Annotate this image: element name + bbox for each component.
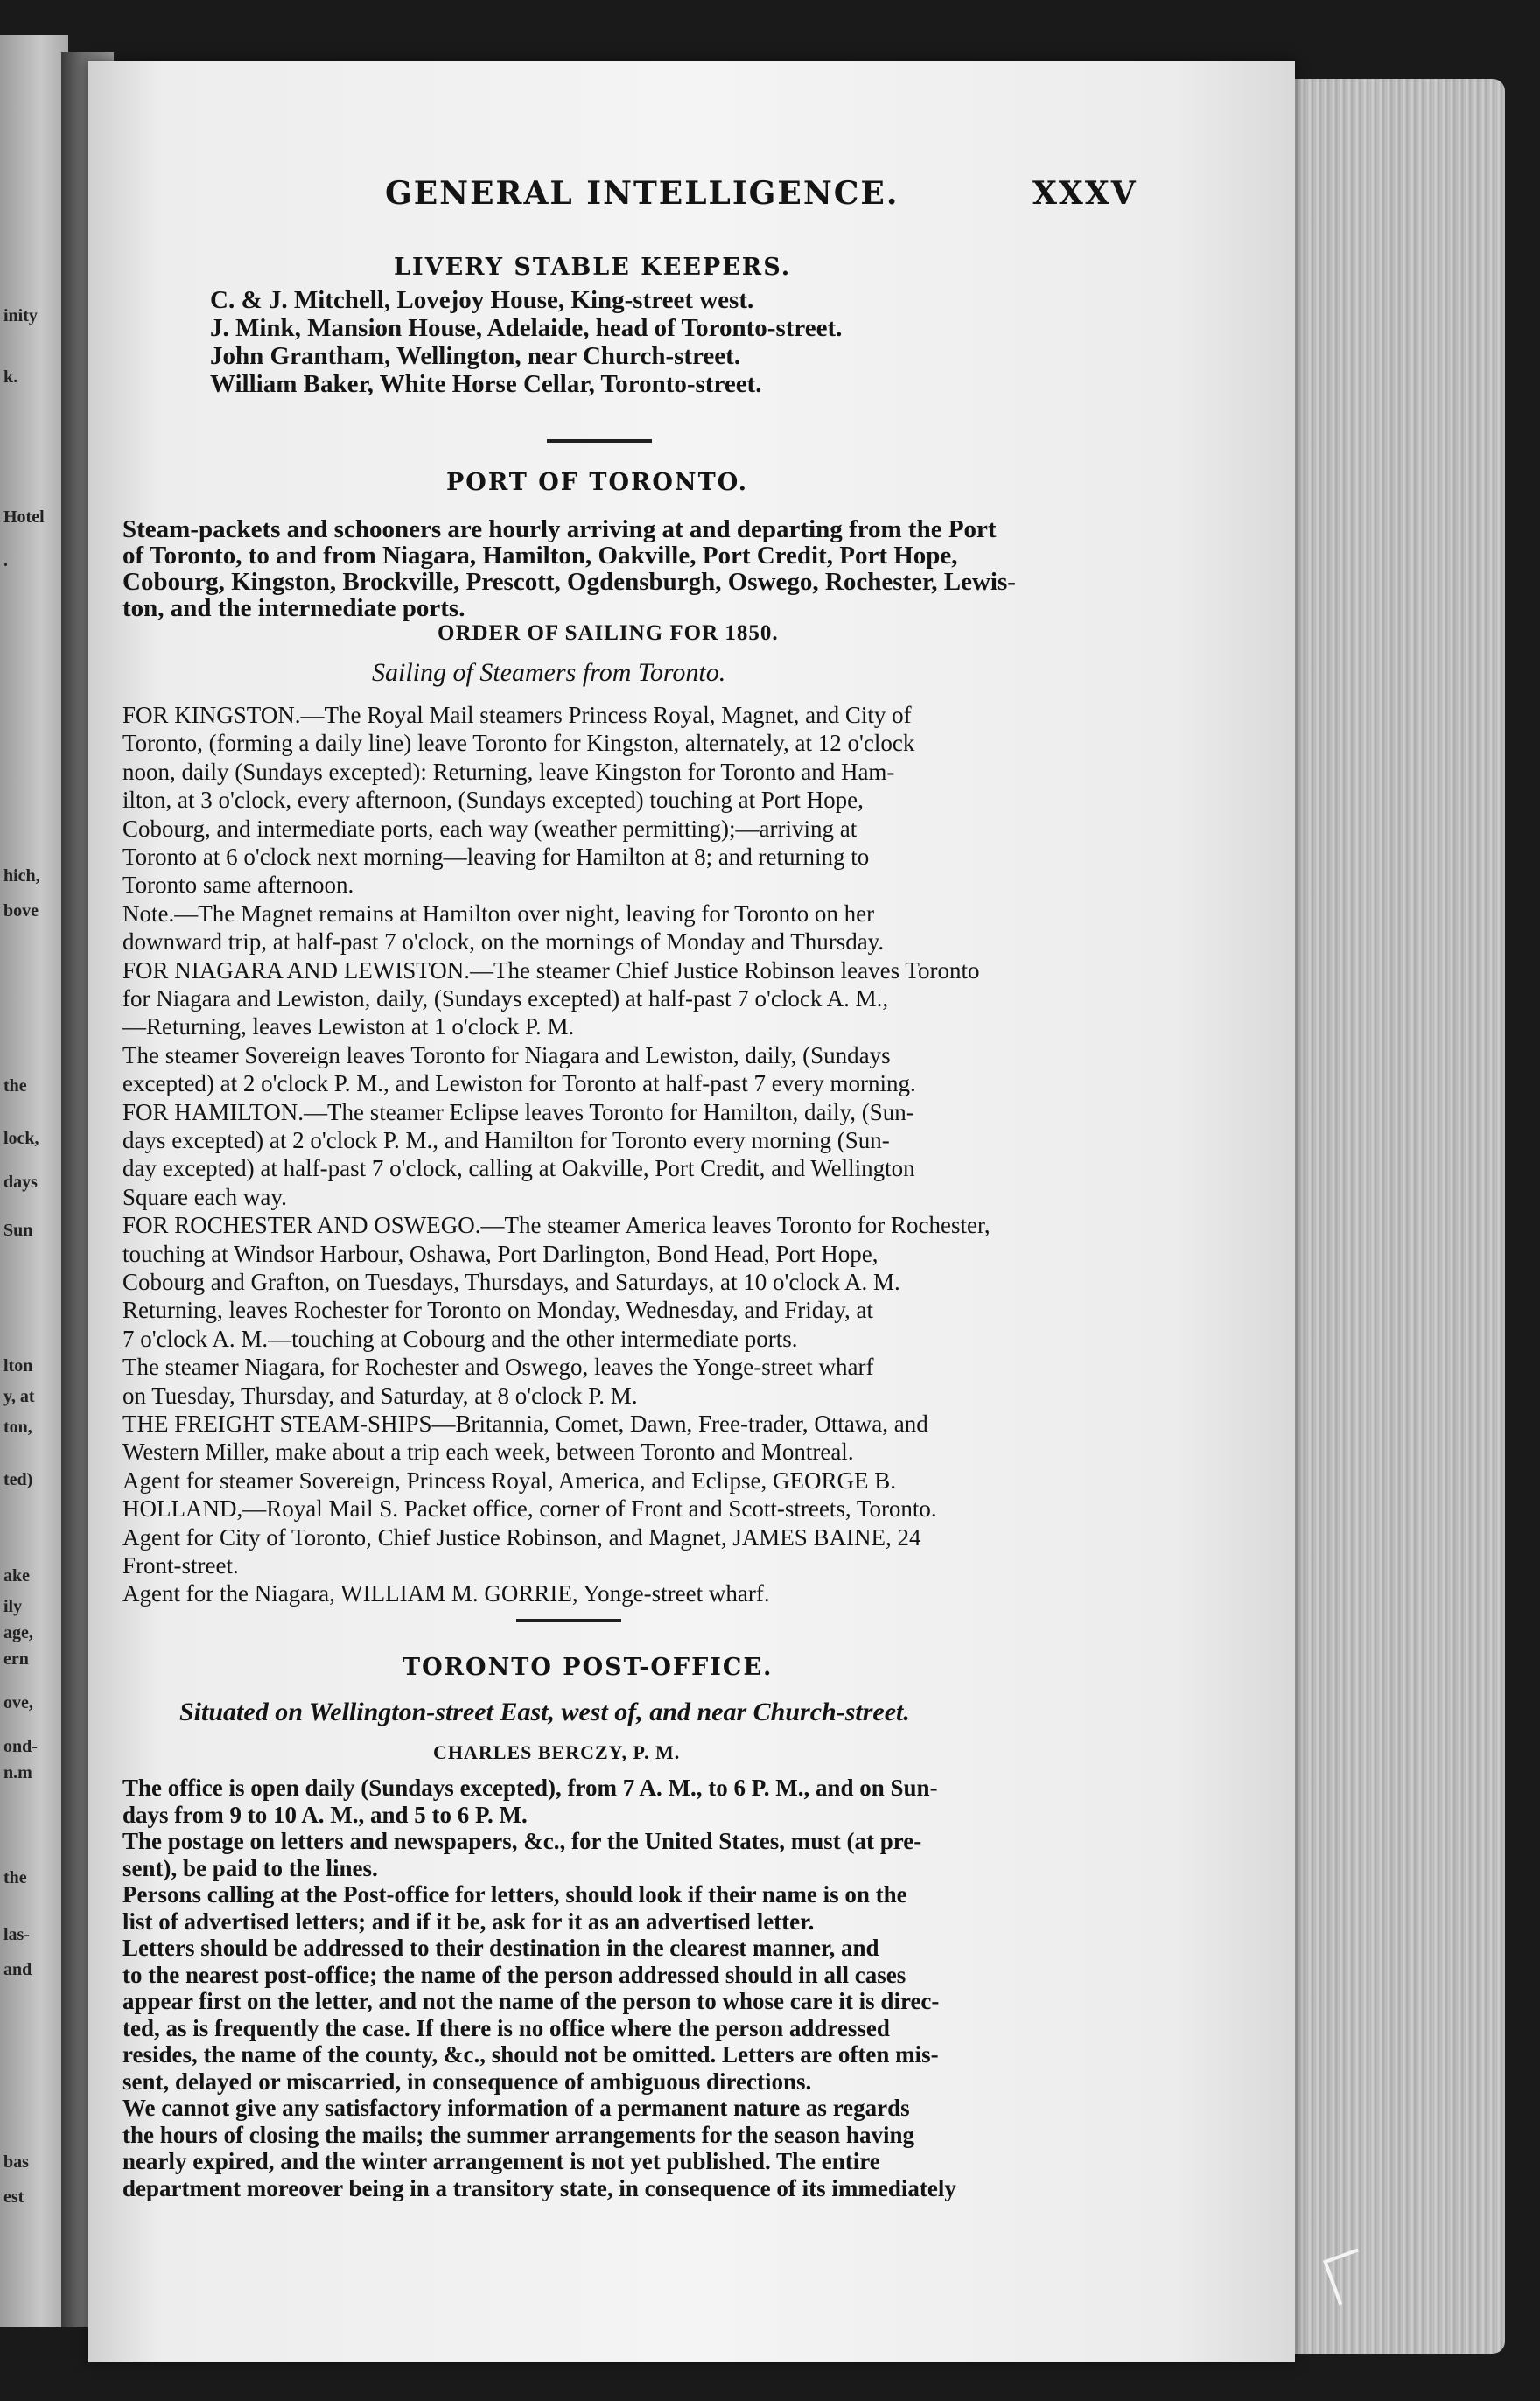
port-intro-line: ton, and the intermediate ports.	[122, 594, 466, 622]
port-body-line: Cobourg and Grafton, on Tuesdays, Thursdays, and Saturdays, at 10 o'clock A. M.	[122, 1269, 900, 1295]
port-body-line: Square each way.	[122, 1183, 287, 1210]
port-body-line: downward trip, at half-past 7 o'clock, on the mornings of Monday and Thursday.	[122, 928, 885, 956]
facing-page-fragment: age,	[4, 1623, 33, 1642]
port-body-line: ilton, at 3 o'clock, every afternoon, (Sundays excepted) touching at Port Hope,	[122, 787, 864, 814]
post-office-body-line: days from 9 to 10 A. M., and 5 to 6 P. M.	[122, 1801, 528, 1828]
port-body-line: days excepted) at 2 o'clock P. M., and Hamilton for Toronto every morning (Sun-	[122, 1127, 890, 1153]
post-office-body-line: the hours of closing the mails; the summer arrangements for the season having	[122, 2121, 914, 2148]
port-body-line: Note.—The Magnet remains at Hamilton over night, leaving for Toronto on her	[122, 900, 875, 927]
post-office-body-line: department moreover being in a transitory state, in consequence of its immediately	[122, 2174, 956, 2202]
facing-page-fragment: n.m	[4, 1763, 32, 1782]
port-body-line: Agent for the Niagara, WILLIAM M. GORRIE, Yonge-street wharf.	[122, 1580, 770, 1607]
port-body-line: excepted) at 2 o'clock P. M., and Lewiston for Toronto at half-past 7 every morning.	[122, 1070, 916, 1097]
postmaster: CHARLES BERCZY, P. M.	[433, 1741, 681, 1763]
port-body-line: FOR ROCHESTER AND OSWEGO.—The steamer America leaves Toronto for Rochester,	[122, 1212, 990, 1239]
post-office-body-line: to the nearest post-office; the name of the person addressed should in all cases	[122, 1961, 906, 1988]
facing-page-fragment: k.	[4, 368, 18, 387]
post-office-body-line: We cannot give any satisfactory information of a permanent nature as regards	[122, 2095, 910, 2121]
port-body-line: on Tuesday, Thursday, and Saturday, at 8 o'clock P. M.	[122, 1382, 638, 1409]
post-office-body-line: appear first on the letter, and not the name of the person to whose care it is direc-	[122, 1988, 940, 2014]
port-body-line: Toronto at 6 o'clock next morning—leaving for Hamilton at 8; and returning to	[122, 844, 870, 870]
facing-page-fragment: days	[4, 1172, 38, 1192]
livery-line: C. & J. Mitchell, Lovejoy House, King-street west.	[210, 286, 754, 314]
facing-page-fragment: hich,	[4, 866, 40, 886]
post-office-subheading: Situated on Wellington-street East, west of, and near Church-street.	[179, 1698, 910, 1726]
book-page	[88, 61, 1295, 2362]
port-body-line: Agent for steamer Sovereign, Princess Royal, America, and Eclipse, GEORGE B.	[122, 1466, 897, 1494]
facing-page-fragment: ove,	[4, 1693, 33, 1712]
port-body-line: 7 o'clock A. M.—touching at Cobourg and the other intermediate ports.	[122, 1325, 798, 1352]
port-body-line: FOR KINGSTON.—The Royal Mail steamers Princess Royal, Magnet, and City of	[122, 702, 912, 728]
port-intro-line: Steam-packets and schooners are hourly arriving at and departing from the Port	[122, 515, 997, 543]
post-office-body-line: sent, delayed or miscarried, in consequence of ambiguous directions.	[122, 2068, 812, 2095]
facing-page-fragment: and	[4, 1960, 32, 1979]
page-content	[88, 61, 1295, 2362]
post-office-body-line: sent), be paid to the lines.	[122, 1854, 378, 1881]
facing-page-fragment: ond-	[4, 1737, 38, 1756]
post-office-body-line: ted, as is frequently the case. If there is no office where the person addressed	[122, 2014, 890, 2041]
facing-page-fragment: ily	[4, 1597, 23, 1616]
running-head: GENERAL INTELLIGENCE.	[385, 175, 900, 212]
facing-page-fragment: ake	[4, 1566, 30, 1586]
facing-page-fragment: bove	[4, 901, 38, 920]
post-office-body-line: Persons calling at the Post-office for letters, should look if their name is on the	[122, 1881, 907, 1908]
port-body-line: FOR NIAGARA AND LEWISTON.—The steamer Chief Justice Robinson leaves Toronto	[122, 956, 980, 984]
post-office-heading: TORONTO POST-OFFICE.	[402, 1654, 774, 1681]
port-body-line: FOR HAMILTON.—The steamer Eclipse leaves Toronto for Hamilton, daily, (Sun-	[122, 1098, 914, 1125]
facing-page-fragment: ern	[4, 1649, 29, 1669]
livery-line: William Baker, White Horse Cellar, Toronto-street.	[210, 370, 762, 398]
page-number: XXXV	[1032, 175, 1138, 212]
facing-page-fragment: ted)	[4, 1470, 33, 1489]
post-office-body-line: Letters should be addressed to their destination in the clearest manner, and	[122, 1935, 879, 1961]
post-office-body-line: list of advertised letters; and if it be, ask for it as an advertised letter.	[122, 1908, 815, 1935]
port-body-line: touching at Windsor Harbour, Oshawa, Port Darlington, Bond Head, Port Hope,	[122, 1240, 878, 1267]
livery-line: J. Mink, Mansion House, Adelaide, head of Toronto-street.	[210, 314, 843, 342]
section-rule	[516, 1619, 621, 1622]
port-body-line: Front-street.	[122, 1552, 239, 1578]
port-body-line: day excepted) at half-past 7 o'clock, calling at Oakville, Port Credit, and Wellington	[122, 1155, 915, 1182]
facing-page-fragment: the	[4, 1076, 27, 1096]
port-body-line: The steamer Niagara, for Rochester and Oswego, leaves the Yonge-street wharf	[122, 1354, 874, 1381]
port-body-line: Toronto, (forming a daily line) leave Toronto for Kingston, alternately, at 12 o'clock	[122, 730, 915, 757]
post-office-body-line: The office is open daily (Sundays excepted), from 7 A. M., to 6 P. M., and on Sun-	[122, 1774, 938, 1801]
facing-page-fragment: Hotel	[4, 508, 45, 527]
section-rule	[547, 439, 652, 443]
order-of-sailing-heading: ORDER OF SAILING FOR 1850.	[438, 621, 779, 645]
livery-line: John Grantham, Wellington, near Church-street.	[210, 342, 741, 370]
port-body-line: —Returning, leaves Lewiston at 1 o'clock P. M.	[122, 1013, 575, 1040]
facing-page-fragment: est	[4, 2188, 24, 2207]
port-body-line: THE FREIGHT STEAM-SHIPS—Britannia, Comet, Dawn, Free-trader, Ottawa, and	[122, 1410, 928, 1437]
sailing-subheading: Sailing of Steamers from Toronto.	[372, 658, 726, 687]
port-body-line: The steamer Sovereign leaves Toronto for Niagara and Lewiston, daily, (Sundays	[122, 1041, 891, 1068]
facing-page-fragment: bas	[4, 2152, 29, 2172]
facing-page-edge	[0, 35, 68, 2328]
page-block-edge	[1260, 79, 1505, 2354]
facing-page-fragment: las-	[4, 1925, 30, 1944]
port-body-line: Returning, leaves Rochester for Toronto on Monday, Wednesday, and Friday, at	[122, 1297, 873, 1324]
port-body-line: Agent for City of Toronto, Chief Justice Robinson, and Magnet, JAMES BAINE, 24	[122, 1523, 921, 1550]
post-office-body-line: resides, the name of the county, &c., should not be omitted. Letters are often mis-	[122, 2041, 939, 2068]
port-body-line: HOLLAND,—Royal Mail S. Packet office, corner of Front and Scott-streets, Toronto.	[122, 1495, 937, 1522]
livery-heading: LIVERY STABLE KEEPERS.	[394, 254, 792, 281]
port-intro-line: Cobourg, Kingston, Brockville, Prescott, Ogdensburgh, Oswego, Rochester, Lewis-	[122, 568, 1016, 596]
port-heading: PORT OF TORONTO.	[446, 469, 749, 496]
facing-page-fragment: inity	[4, 306, 38, 326]
post-office-body-line: The postage on letters and newspapers, &c., for the United States, must (at pre-	[122, 1828, 922, 1854]
post-office-body-line: nearly expired, and the winter arrangement is not yet published. The entire	[122, 2148, 880, 2174]
port-body-line: Western Miller, make about a trip each week, between Toronto and Montreal.	[122, 1438, 854, 1466]
facing-page-fragment: the	[4, 1868, 27, 1887]
port-body-line: Cobourg, and intermediate ports, each way (weather permitting);—arriving at	[122, 815, 858, 842]
facing-page-fragment: .	[4, 551, 8, 570]
facing-page-fragment: lock,	[4, 1129, 39, 1148]
port-body-line: for Niagara and Lewiston, daily, (Sundays excepted) at half-past 7 o'clock A. M.,	[122, 985, 889, 1012]
facing-page-fragment: lton	[4, 1356, 33, 1376]
port-body-line: noon, daily (Sundays excepted): Returning, leave Kingston for Toronto and Ham-	[122, 758, 895, 785]
facing-page-fragment: ton,	[4, 1418, 32, 1437]
facing-page-fragment: Sun	[4, 1221, 33, 1240]
port-intro-line: of Toronto, to and from Niagara, Hamilton, Oakville, Port Credit, Port Hope,	[122, 542, 958, 570]
port-body-line: Toronto same afternoon.	[122, 872, 354, 899]
facing-page-fragment: y, at	[4, 1387, 35, 1406]
